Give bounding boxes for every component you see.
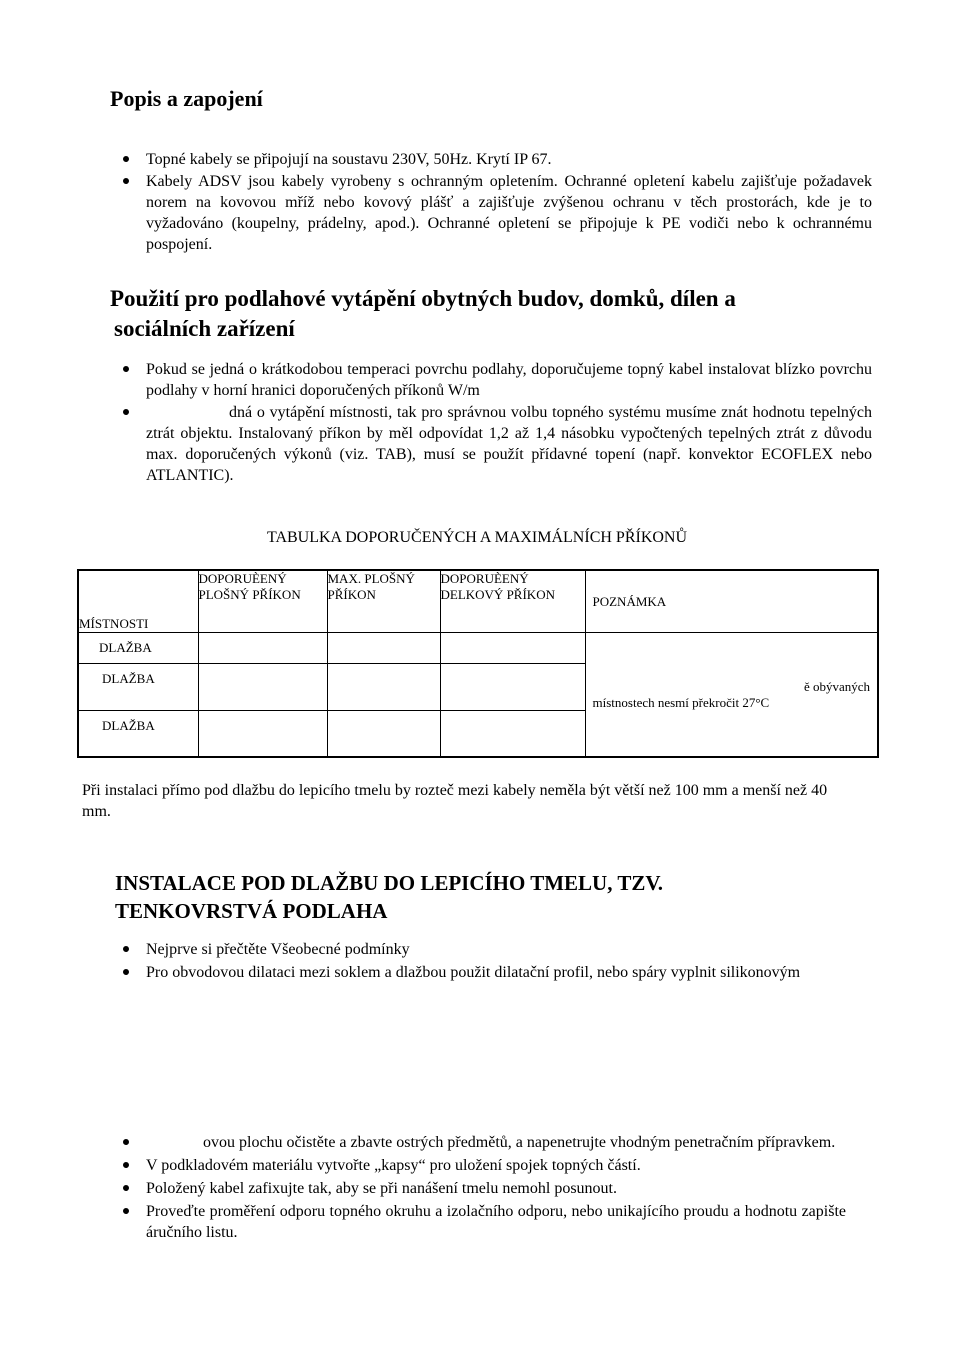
table-cell	[198, 711, 327, 757]
row-label: DLAŽBA	[78, 711, 198, 757]
list-item-text: dná o vytápění místnosti, tak pro správnou volbu topného systému musíme znát hodnotu tepelných ztrát objektu. Instalovaný příkon by měl odpovídat 1,2 až 1,4 násobku vypočtených tepelných ztrát z důvodu max. doporučených výkonů (viz. TAB), musí se použít přídavné topení (např. konvektor ECOFLEX nebo ATLANTIC).	[146, 404, 872, 484]
table-row	[78, 633, 878, 664]
heading-instalace-line1: INSTALACE POD DLAŽBU DO LEPICÍHO TMELU, TZV.	[115, 871, 664, 895]
heading-popis: Popis a zapojení	[110, 86, 263, 111]
list-item: Nejprve si přečtěte Všeobecné podmínky	[146, 939, 872, 960]
table-cell	[198, 664, 327, 711]
power-table	[77, 569, 879, 758]
table-cell	[198, 633, 327, 664]
list-item: Topné kabely se připojují na soustavu 230V, 50Hz. Krytí IP 67.	[146, 149, 872, 170]
list-item	[146, 1132, 872, 1153]
table-cell	[440, 711, 585, 757]
header-rooms: MÍSTNOSTI	[78, 570, 198, 633]
list-item	[146, 402, 872, 486]
list-item: Pro obvodovou dilataci mezi soklem a dlažbou použit dilatační profil, nebo spáry vyplnit silikonovým	[146, 962, 872, 983]
note-text-part2: místnostech nesmí překročit 27°C	[592, 695, 770, 710]
header-recommended-area: DOPORUÈENÝ PLOŠNÝ PŘÍKON	[198, 570, 327, 633]
list-item-text: ovou plochu očistěte a zbavte ostrých předmětů, a napenetrujte vhodným penetračním přípravkem.	[203, 1134, 836, 1151]
note-text-part1: ě obývaných	[803, 679, 870, 694]
header-note: POZNÁMKA	[585, 570, 878, 633]
table-cell	[327, 711, 440, 757]
header-recommended-length: DOPORUÈENÝ DELKOVÝ PŘÍKON	[440, 570, 585, 633]
table-cell	[327, 664, 440, 711]
table-cell	[440, 633, 585, 664]
list-item: Položený kabel zafixujte tak, aby se při nanášení tmelu nemohl posunout.	[146, 1178, 872, 1199]
row-label: DLAŽBA	[78, 633, 198, 664]
row-label: DLAŽBA	[78, 664, 198, 711]
list-item-text: Proveďte proměření odporu topného okruhu a izolačního odporu, nebo unikajícího proudu a hodnotu zapište	[146, 1203, 846, 1220]
heading-pouziti-line2: sociálních zařízení	[114, 316, 295, 341]
list-item: Kabely ADSV jsou kabely vyrobeny s ochranným opletením. Ochranné opletení kabelu zajišťuje požadavek norem na kovovou mříž nebo kovový plášť a zajišťuje zvýšenou ochranu v těch prostorách, kde je to vyžadováno (koupelny, prádelny, apod.). Ochranné opletení se připojuje k PE vodiči nebo k ochrannému pospojení.	[146, 173, 872, 253]
table-cell	[440, 664, 585, 711]
list-item-text-end: áručního listu.	[146, 1224, 238, 1241]
list-instalace-top	[146, 939, 872, 983]
table-cell	[327, 633, 440, 664]
heading-instalace-line2: TENKOVRSTVÁ PODLAHA	[115, 899, 388, 923]
list-instalace-bottom	[146, 1132, 872, 1243]
heading-pouziti-line1: Použití pro podlahové vytápění obytných budov, domků, dílen a	[110, 286, 736, 311]
spacing-paragraph: Při instalaci přímo pod dlažbu do lepicího tmelu by rozteč mezi kabely neměla být větší než 100 mm a menší než 40 mm.	[82, 782, 828, 820]
header-max-area: MAX. PLOŠNÝ PŘÍKON	[327, 570, 440, 633]
list-pouziti	[146, 359, 872, 486]
list-item	[146, 1201, 872, 1243]
table-caption: TABULKA DOPORUČENÝCH A MAXIMÁLNÍCH PŘÍKONŮ	[266, 529, 688, 546]
list-item: V podkladovém materiálu vytvořte „kapsy“ pro uložení spojek topných částí.	[146, 1155, 872, 1176]
note-cell	[585, 633, 878, 757]
table-header-row	[78, 570, 878, 633]
list-item: Pokud se jedná o krátkodobou temperaci povrchu podlahy, doporučujeme topný kabel instalovat blízko povrchu podlahy v horní hranici doporučených příkonů W/m	[146, 361, 872, 399]
list-popis	[146, 149, 872, 255]
